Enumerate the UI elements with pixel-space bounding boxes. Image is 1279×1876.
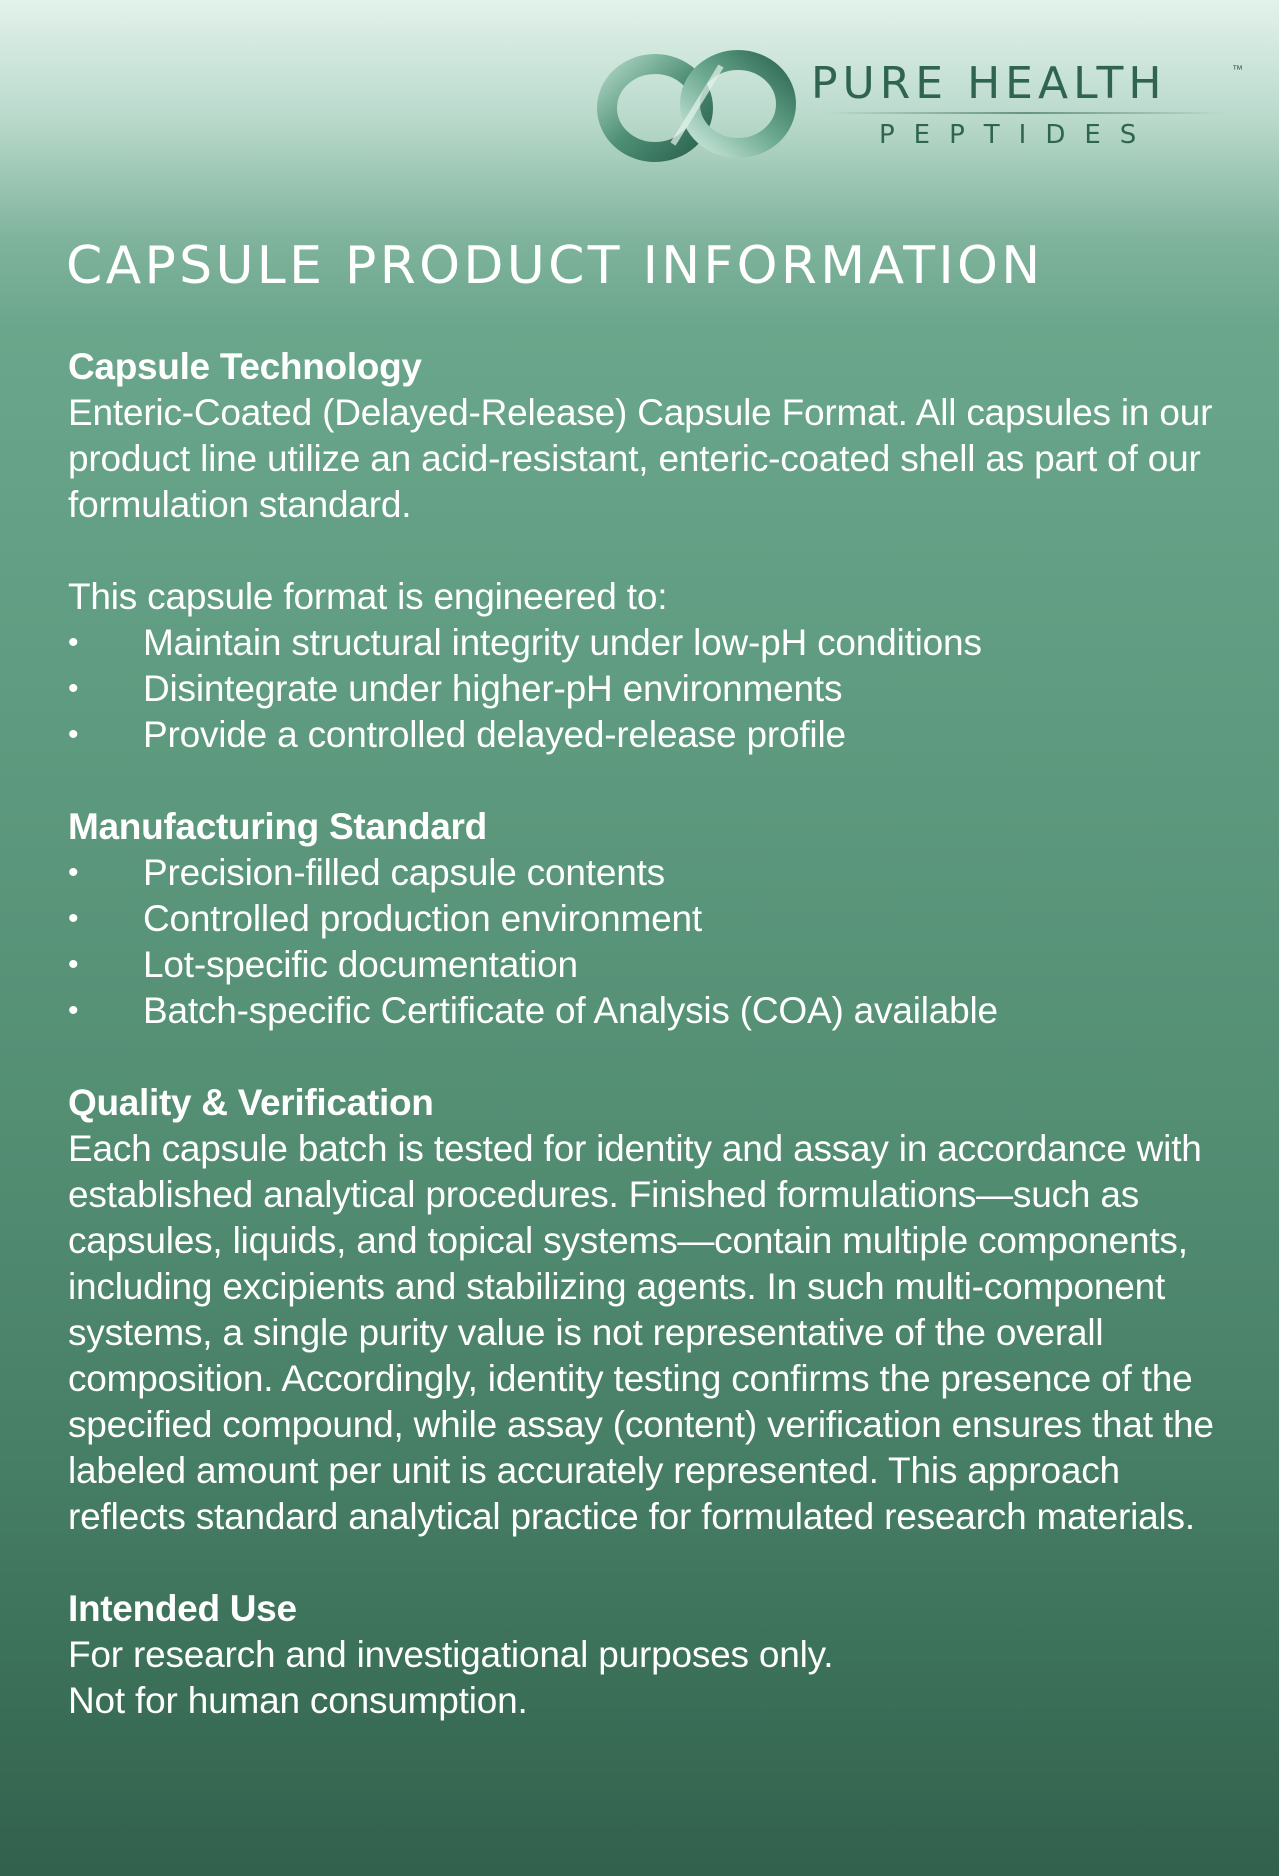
section-capsule-technology <box>68 344 1228 758</box>
content <box>68 344 1228 1724</box>
list-item: • Disintegrate under higher-pH environments <box>68 666 1228 712</box>
list-item: • Maintain structural integrity under low-pH conditions <box>68 620 1228 666</box>
section-line: For research and investigational purposes only. <box>68 1634 834 1675</box>
bullet-list <box>68 850 1228 1034</box>
brand-divider <box>825 112 1225 114</box>
section-paragraph: Each capsule batch is tested for identity and assay in accordance with established analytical procedures. Finished formulations—such as capsules, liquids, and topical systems—contain multiple components, including excipients and stabilizing agents. In such multi-component systems, a single purity value is not representative of the overall composition. Accordingly, identity testing confirms the presence of the specified compound, while assay (content) verification ensures that the labeled amount per unit is accurately represented. This approach reflects standard analytical practice for formulated research materials. <box>68 1128 1214 1537</box>
page-title: CAPSULE PRODUCT INFORMATION <box>66 236 1044 296</box>
section-paragraph: This capsule format is engineered to: <box>68 576 668 617</box>
bullet-list <box>68 620 1228 758</box>
list-item: • Batch-specific Certificate of Analysis (COA) available <box>68 988 1228 1034</box>
section-paragraph: Enteric-Coated (Delayed-Release) Capsule Format. All capsules in our product line utilize an acid-resistant, enteric-coated shell as part of our formulation standard. <box>68 392 1213 525</box>
section-intended-use <box>68 1586 1228 1724</box>
brand-logo <box>593 44 1243 169</box>
list-item: • Provide a controlled delayed-release profile <box>68 712 1228 758</box>
infinity-loop-logo-icon <box>593 44 803 169</box>
section-manufacturing-standard <box>68 804 1228 1034</box>
section-heading: Manufacturing Standard <box>68 806 487 847</box>
list-item: • Precision-filled capsule contents <box>68 850 1228 896</box>
list-item: • Lot-specific documentation <box>68 942 1228 988</box>
section-heading: Capsule Technology <box>68 346 422 387</box>
section-line: Not for human consumption. <box>68 1680 528 1721</box>
trademark-symbol: ™ <box>1232 64 1243 76</box>
list-item: • Controlled production environment <box>68 896 1228 942</box>
section-heading: Quality & Verification <box>68 1082 434 1123</box>
section-heading: Intended Use <box>68 1588 297 1629</box>
brand-subtitle: PEPTIDES <box>879 120 1156 150</box>
brand-name: PURE HEALTH <box>811 58 1167 109</box>
section-quality-verification <box>68 1080 1228 1540</box>
